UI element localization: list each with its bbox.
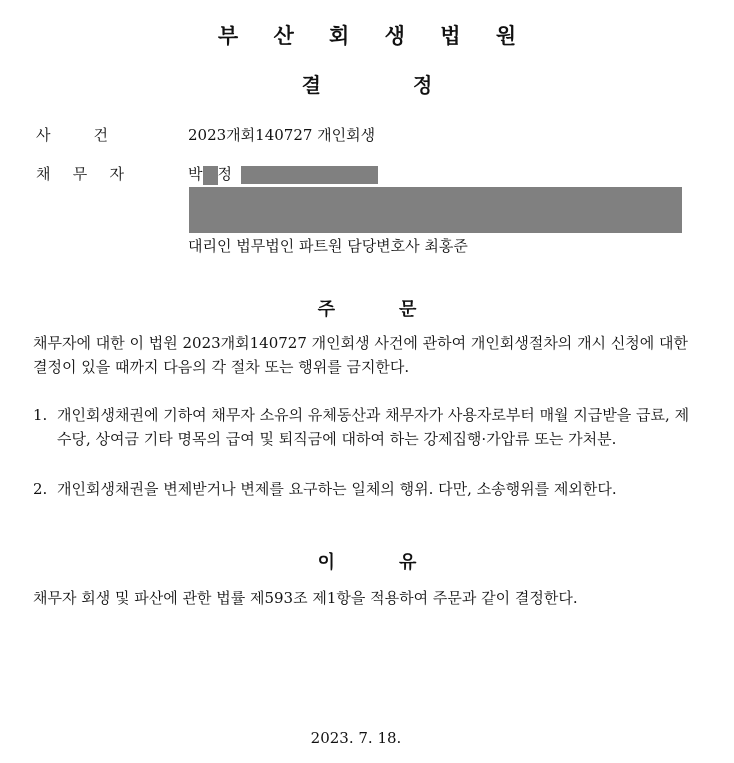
document-type-char: 결 <box>301 73 321 97</box>
order-item-number: 1. <box>33 406 48 424</box>
order-intro: 채무자에 대한 이 법원 2023개회140727 개인회생 사건에 관하여 개인회생절차의 개시 신청에 대한 결정이 있을 때까지 다음의 각 절차 또는 행위를 금지한다. <box>33 334 689 376</box>
case-number: 2023개회140727 개인회생 <box>188 126 376 144</box>
order-item-text: 개인회생채권을 변제받거나 변제를 요구하는 일체의 행위. 다만, 소송행위를 제외한다. <box>57 480 617 498</box>
reason-title: 이 유 <box>317 552 417 573</box>
debtor-label: 채 무 자 <box>36 165 124 183</box>
redaction-block <box>203 166 218 185</box>
order-item <box>33 403 693 451</box>
case-label: 사 건 <box>36 126 108 144</box>
order-title: 주 문 <box>317 299 417 320</box>
reason-text: 채무자 회생 및 파산에 관한 법률 제593조 제1항을 적용하여 주문과 같이 결정한다. <box>33 589 578 607</box>
order-item <box>33 477 693 501</box>
redaction-block-address <box>189 187 682 233</box>
debtor-name: 박 정 <box>188 163 378 185</box>
document-type-char: 정 <box>413 73 433 97</box>
redaction-block <box>241 166 378 184</box>
document-type-title <box>0 69 734 98</box>
debtor-agent: 대리인 법무법인 파트원 담당변호사 최홍준 <box>188 237 468 255</box>
decision-date: 2023. 7. 18. <box>310 729 402 747</box>
order-item-text: 개인회생채권에 기하여 채무자 소유의 유체동산과 채무자가 사용자로부터 매월 지급받을 급료, 제수당, 상여금 기타 명목의 급여 및 퇴직금에 대하여 하는 강제집행·가압류 또는 가처분. <box>57 406 690 448</box>
order-item-number: 2. <box>33 480 48 498</box>
court-name: 부 산 회 생 법 원 <box>217 24 531 48</box>
